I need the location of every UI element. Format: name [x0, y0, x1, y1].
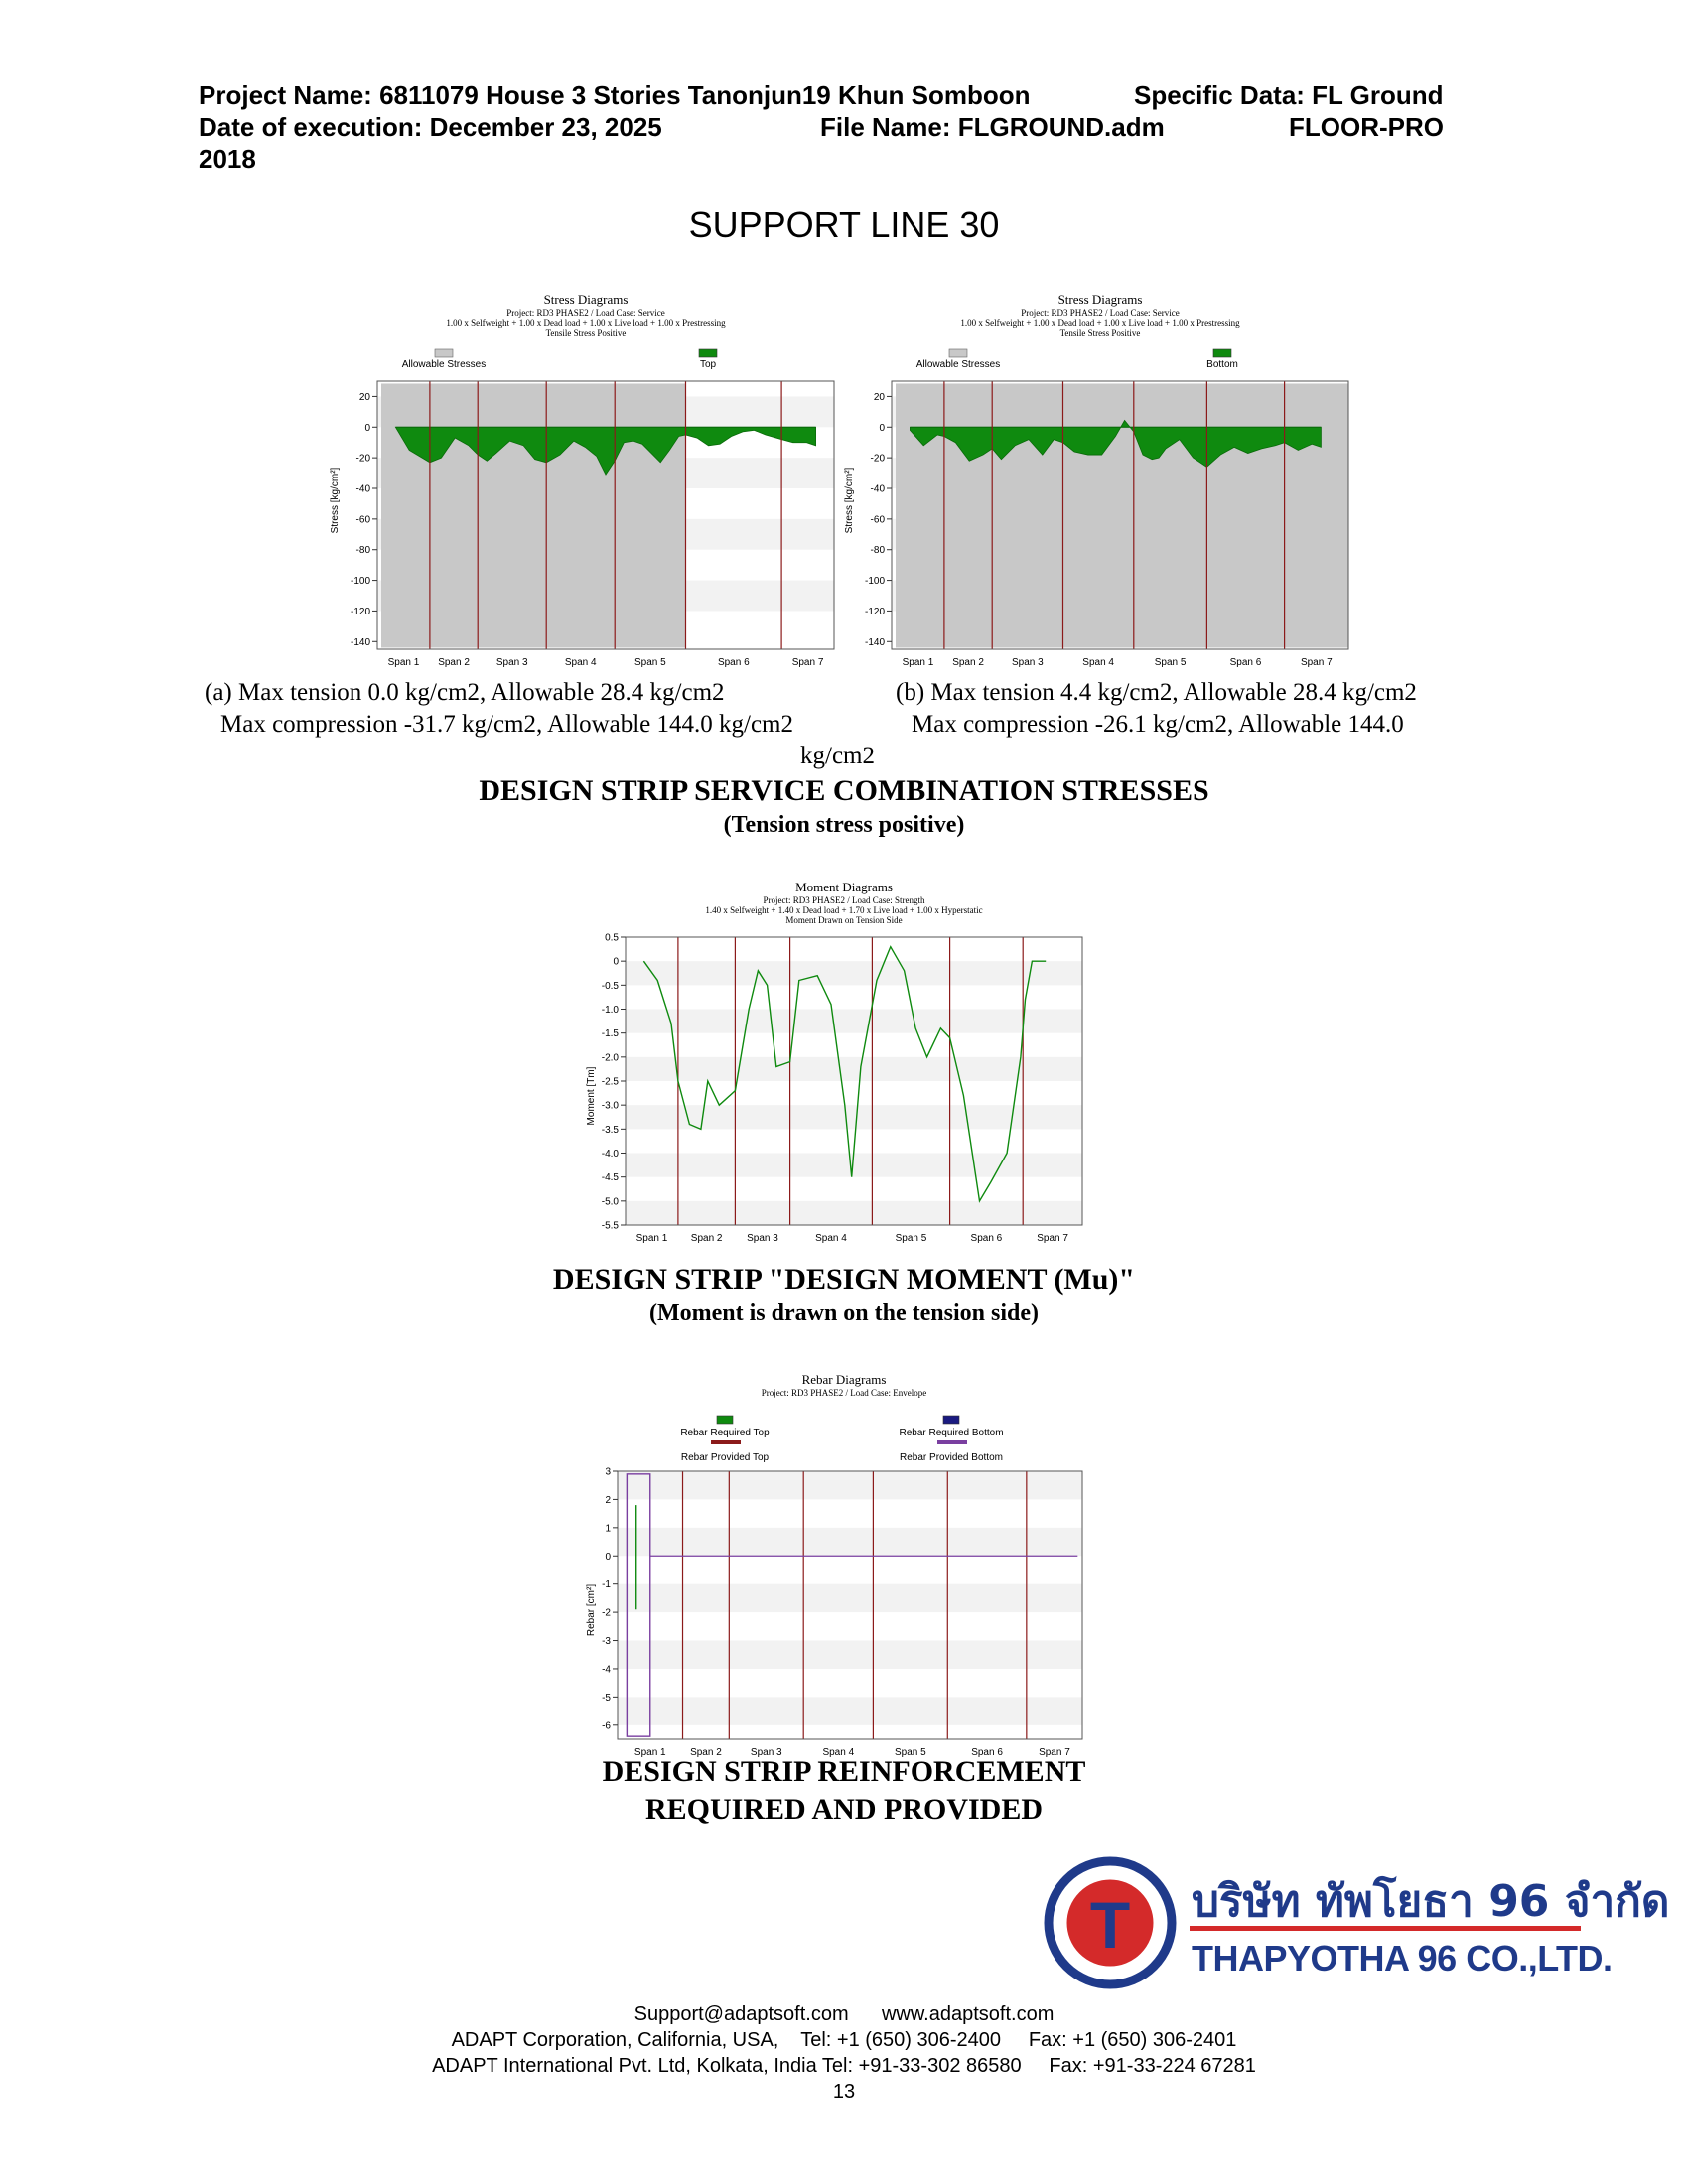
y-tick-label: -4.0: [601, 1149, 619, 1160]
y-tick-label: 0: [879, 422, 885, 434]
caption-a-line2: Max compression -31.7 kg/cm2, Allowable 144.0 kg/cm2: [220, 711, 794, 738]
legend-top-swatch: [699, 349, 717, 357]
legend-allowable-swatch: [949, 349, 967, 357]
legend-req-bottom-label: Rebar Required Bottom: [899, 1428, 1004, 1438]
logo-english-name: THAPYOTHA 96 CO.,LTD.: [1192, 1938, 1613, 1979]
footer-contact: Support@adaptsoft.com www.adaptsoft.com: [633, 2003, 1055, 2025]
allowable-stress-band: [896, 383, 1348, 647]
footer-adapt-india: ADAPT International Pvt. Ltd, Kolkata, India Tel: +91-33-302 86580 Fax: +91-33-224 67281: [432, 2055, 1256, 2077]
y-tick-label: -100: [864, 576, 885, 588]
y-tick-label: 20: [358, 391, 370, 403]
y-tick-label: 20: [873, 391, 885, 403]
software-name: FLOOR-PRO: [1289, 112, 1444, 142]
y-tick-label: -3.5: [601, 1124, 619, 1136]
span-label: Span 2: [690, 1233, 723, 1244]
y-tick-label: 0: [605, 1551, 611, 1563]
legend-req-bottom-swatch: [943, 1416, 959, 1424]
span-label: Span 6: [1229, 657, 1262, 668]
chart-subtitle-2: 1.00 x Selfweight + 1.00 x Dead load + 1.00 x Live load + 1.00 x Prestressing: [960, 318, 1240, 328]
span-label: Span 3: [747, 1233, 778, 1244]
chart-title: Moment Diagrams: [795, 880, 893, 894]
y-tick-label: -2.5: [601, 1076, 619, 1088]
span-label: Span 6: [970, 1233, 1003, 1244]
span-label: Span 4: [822, 1747, 855, 1758]
span-label: Span 5: [894, 1747, 926, 1758]
y-tick-label: -2: [602, 1607, 611, 1619]
logo-letter: T: [1089, 1888, 1131, 1962]
chart-subtitle-1: Project: RD3 PHASE2 / Load Case: Service: [506, 308, 665, 318]
y-axis-label: Stress [kg/cm²]: [330, 467, 341, 534]
span-label: Span 4: [815, 1233, 847, 1244]
rebar-heading-line1: DESIGN STRIP REINFORCEMENT: [602, 1755, 1086, 1788]
span-label: Span 6: [971, 1747, 1003, 1758]
y-axis-label: Rebar [cm²]: [586, 1583, 597, 1637]
project-name: Project Name: 6811079 House 3 Stories Tanonjun19 Khun Somboon: [199, 80, 1031, 110]
span-label: Span 5: [1154, 657, 1187, 668]
caption-a-line1: (a) Max tension 0.0 kg/cm2, Allowable 28.4 kg/cm2: [205, 679, 725, 706]
y-tick-label: -80: [355, 545, 370, 557]
span-label: Span 2: [952, 657, 984, 668]
span-label: Span 1: [635, 1233, 668, 1244]
stress-plot-bottom: [812, 292, 1388, 669]
legend-allowable-label: Allowable Stresses: [401, 359, 487, 370]
y-tick-label: 2: [605, 1494, 611, 1506]
y-tick-label: -4: [602, 1664, 611, 1676]
span-label: Span 3: [495, 657, 528, 668]
span-label: Span 4: [1082, 657, 1115, 668]
rebar-plot: [576, 1372, 1112, 1759]
y-tick-label: -1.0: [601, 1005, 619, 1016]
y-tick-label: -80: [870, 545, 885, 557]
specific-data: Specific Data: FL Ground: [1134, 80, 1444, 110]
span-label: Span 1: [387, 657, 420, 668]
page-title: SUPPORT LINE 30: [688, 205, 1000, 245]
legend-prov-bottom-swatch: [937, 1440, 967, 1444]
grid-band: [626, 1010, 1082, 1033]
legend-prov-top-swatch: [711, 1440, 741, 1444]
caption-b-line3: kg/cm2: [800, 743, 875, 769]
y-tick-label: -5.5: [601, 1220, 619, 1232]
moment-subheading: (Moment is drawn on the tension side): [648, 1300, 1039, 1326]
y-tick-label: -20: [355, 453, 370, 465]
chart-subtitle-2: 1.40 x Selfweight + 1.40 x Dead load + 1.70 x Live load + 1.00 x Hyperstatic: [705, 905, 983, 915]
legend-prov-bottom-label: Rebar Provided Bottom: [900, 1452, 1003, 1463]
date-of-execution: Date of execution: December 23, 2025: [199, 112, 662, 142]
y-tick-label: 0: [613, 956, 619, 968]
stress-plot-top: [298, 292, 874, 669]
y-tick-label: -140: [864, 636, 885, 648]
y-tick-label: 0.5: [605, 932, 619, 944]
y-axis-label: Moment [Tm]: [586, 1066, 597, 1126]
legend-prov-top-label: Rebar Provided Top: [680, 1452, 770, 1463]
grid-band: [626, 1201, 1082, 1225]
stress-heading: DESIGN STRIP SERVICE COMBINATION STRESSES: [479, 774, 1209, 807]
page-number: 13: [832, 2081, 856, 2103]
moment-plot: [576, 880, 1112, 1247]
caption-b-line1: (b) Max tension 4.4 kg/cm2, Allowable 28.4 kg/cm2: [896, 679, 1417, 706]
footer-adapt-usa: ADAPT Corporation, California, USA, Tel: +1 (650) 306-2400 Fax: +1 (650) 306-2401: [451, 2029, 1237, 2051]
y-tick-label: -1: [602, 1579, 611, 1591]
legend-req-top-label: Rebar Required Top: [680, 1428, 770, 1438]
y-tick-label: -100: [350, 576, 370, 588]
company-logo: [1033, 1848, 1670, 1997]
caption-b-line2: Max compression -26.1 kg/cm2, Allowable 144.0: [912, 711, 1404, 738]
y-tick-label: 1: [605, 1523, 611, 1535]
rebar-heading-line2: REQUIRED AND PROVIDED: [644, 1793, 1044, 1826]
y-tick-label: -60: [355, 514, 370, 526]
y-tick-label: -120: [350, 606, 370, 617]
legend-allowable-label: Allowable Stresses: [915, 359, 1001, 370]
software-year: 2018: [199, 144, 256, 174]
legend-top-label: Top: [699, 359, 717, 370]
chart-subtitle-1: Project: RD3 PHASE2 / Load Case: Service: [1021, 308, 1180, 318]
y-tick-label: -140: [350, 636, 370, 648]
y-tick-label: -5.0: [601, 1196, 619, 1208]
legend-req-top-swatch: [717, 1416, 733, 1424]
file-name: File Name: FLGROUND.adm: [820, 112, 1165, 142]
chart-subtitle-1: Project: RD3 PHASE2 / Load Case: Strength: [763, 895, 925, 905]
y-tick-label: -2.0: [601, 1052, 619, 1064]
chart-subtitle-1: Project: RD3 PHASE2 / Load Case: Envelope: [761, 1388, 927, 1398]
chart-title: Stress Diagrams: [1057, 292, 1143, 307]
span-label: Span 5: [633, 657, 666, 668]
y-tick-label: -5: [602, 1692, 611, 1704]
span-label: Span 7: [1039, 1747, 1070, 1758]
y-tick-label: -60: [870, 514, 885, 526]
y-tick-label: -120: [864, 606, 885, 617]
stress-subheading: (Tension stress positive): [723, 812, 965, 838]
legend-allowable-swatch: [435, 349, 453, 357]
moment-chart: [576, 880, 1112, 1247]
y-tick-label: -4.5: [601, 1172, 619, 1184]
span-label: Span 1: [902, 657, 934, 668]
span-label: Span 5: [895, 1233, 927, 1244]
y-tick-label: -3.0: [601, 1100, 619, 1112]
stress-chart-bottom: [812, 292, 1348, 669]
y-tick-label: -3: [602, 1636, 611, 1648]
span-label: Span 1: [633, 1747, 666, 1758]
y-tick-label: -40: [870, 483, 885, 495]
logo-thai-name: บริษัท ทัพโยธา 96 จำกัด: [1192, 1876, 1670, 1927]
span-label: Span 4: [564, 657, 597, 668]
chart-title: Rebar Diagrams: [801, 1372, 887, 1387]
grid-band: [618, 1584, 1082, 1612]
grid-band: [626, 1057, 1082, 1081]
grid-band: [618, 1528, 1082, 1556]
y-tick-label: 0: [364, 422, 370, 434]
y-tick-label: 3: [605, 1466, 611, 1478]
chart-subtitle-3: Tensile Stress Positive: [1059, 328, 1141, 338]
grid-band: [618, 1697, 1082, 1724]
span-label: Span 7: [791, 657, 824, 668]
chart-subtitle-3: Moment Drawn on Tension Side: [785, 915, 903, 925]
grid-band: [618, 1471, 1082, 1499]
allowable-stress-band: [381, 383, 686, 647]
chart-subtitle-3: Tensile Stress Positive: [545, 328, 627, 338]
legend-bottom-swatch: [1213, 349, 1231, 357]
grid-band: [618, 1641, 1082, 1669]
legend-bottom-label: Bottom: [1206, 359, 1238, 370]
chart-title: Stress Diagrams: [543, 292, 629, 307]
span-label: Span 3: [750, 1747, 782, 1758]
span-label: Span 7: [1300, 657, 1333, 668]
y-tick-label: -6: [602, 1720, 611, 1732]
moment-heading: DESIGN STRIP "DESIGN MOMENT (Mu)": [552, 1263, 1136, 1296]
chart-subtitle-2: 1.00 x Selfweight + 1.00 x Dead load + 1.00 x Live load + 1.00 x Prestressing: [446, 318, 726, 328]
span-label: Span 7: [1037, 1233, 1068, 1244]
rebar-chart: [576, 1372, 1112, 1759]
y-axis-label: Stress [kg/cm²]: [844, 467, 855, 534]
y-tick-label: -0.5: [601, 980, 619, 992]
y-tick-label: -40: [355, 483, 370, 495]
span-label: Span 6: [717, 657, 750, 668]
stress-chart-top: [298, 292, 834, 669]
span-label: Span 2: [438, 657, 470, 668]
y-tick-label: -20: [870, 453, 885, 465]
y-tick-label: -1.5: [601, 1028, 619, 1040]
span-label: Span 3: [1011, 657, 1044, 668]
grid-band: [626, 961, 1082, 985]
span-label: Span 2: [690, 1747, 722, 1758]
